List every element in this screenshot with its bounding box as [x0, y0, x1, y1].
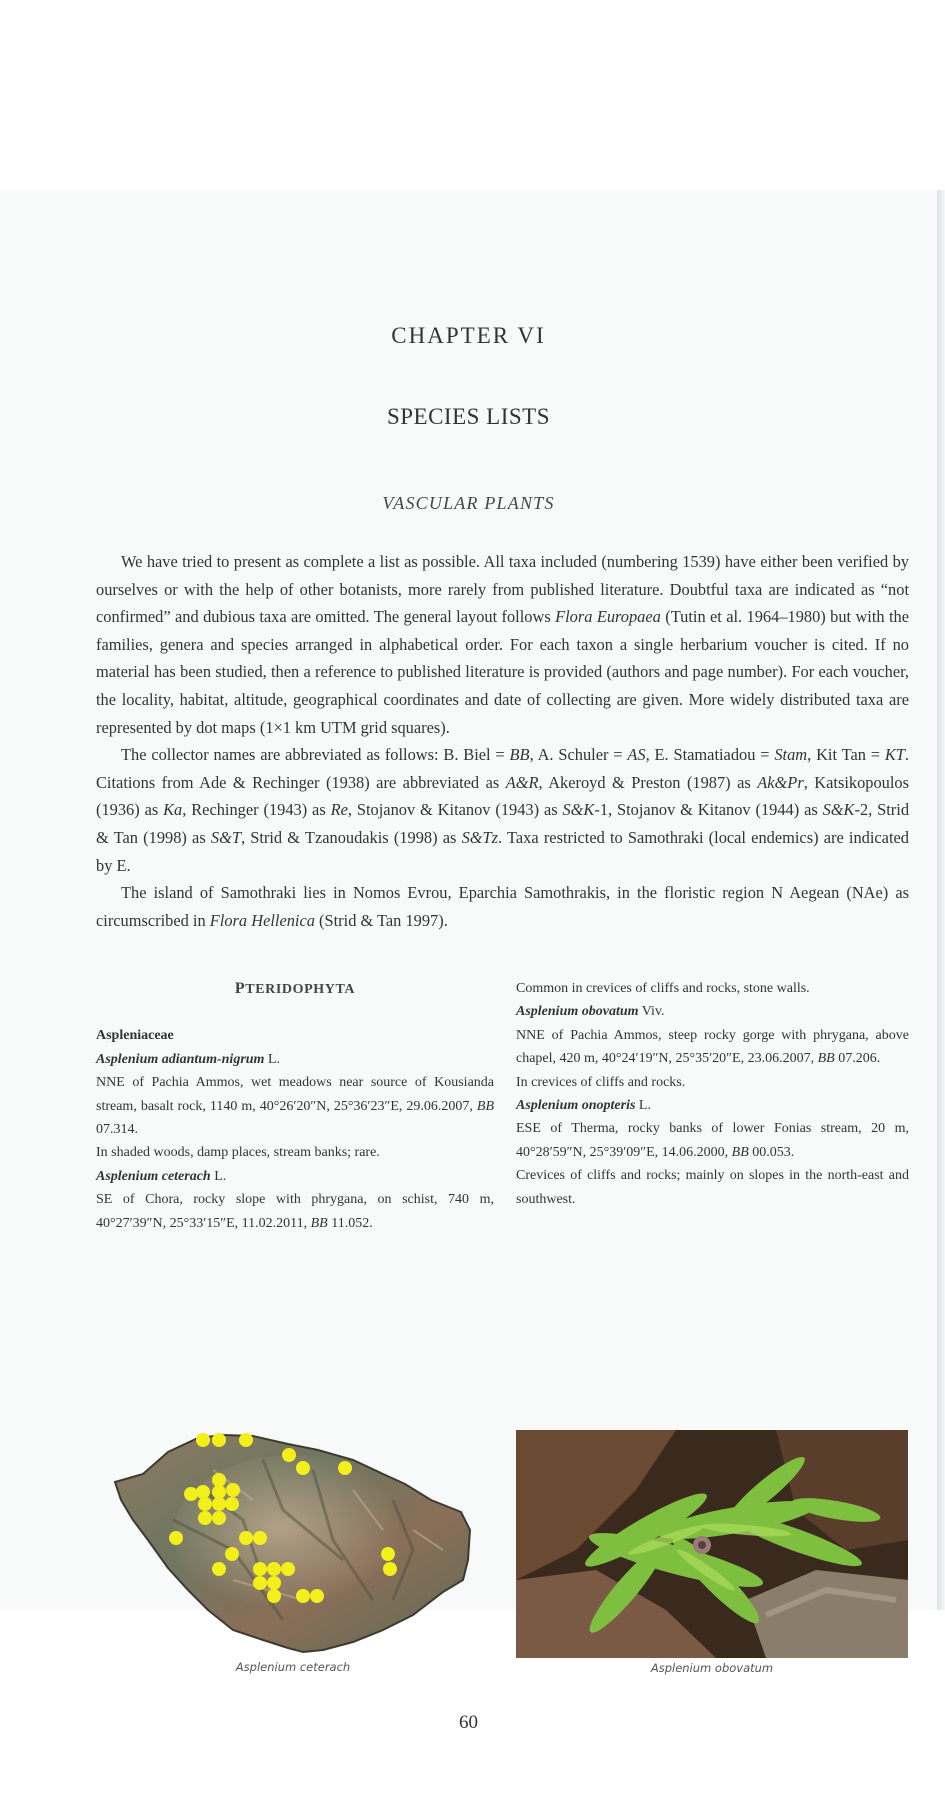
family-name: Aspleniaceae — [96, 1028, 174, 1044]
text-run: , Katsikopoulos (1936) as — [96, 772, 909, 820]
habitat-ceterach: Common in crevices of cliffs and rocks, stone walls. — [516, 981, 810, 996]
text-run: , Stojanov & Kitanov (1943) as — [347, 800, 563, 820]
text-run: , A. Schuler = — [529, 745, 628, 765]
fern-photo — [516, 1430, 908, 1658]
occurrence-dot — [212, 1511, 226, 1525]
occurrence-dot — [184, 1487, 198, 1501]
occurrence-dot — [225, 1497, 239, 1511]
text-run: AS — [627, 745, 646, 765]
occurrence-dot — [267, 1576, 281, 1590]
text-run: KT — [884, 745, 905, 765]
text-run: We have tried to present as complete a list as possible. All taxa included (numbering 1539) have either been verified by ourselves or with the help of other botanists, more rarely from published literature. Doubtful taxa are indicated as “not confirmed” and dubious taxa are omitted. The general layout follows — [96, 552, 909, 627]
occurrence-dot — [239, 1433, 253, 1447]
text-run: Ak&Pr — [757, 772, 804, 792]
habitat-adiantum-nigrum: In shaded woods, damp places, stream banks; rare. — [96, 1145, 380, 1161]
text-run: S&T — [210, 827, 241, 847]
map-caption: Asplenium ceterach — [235, 1660, 351, 1674]
occurrence-dot — [383, 1562, 397, 1576]
occurrence-dot — [267, 1562, 281, 1576]
occurrence-dot — [281, 1562, 295, 1576]
text-run: Flora Europaea — [555, 607, 661, 627]
occurrence-dot — [253, 1531, 267, 1545]
voucher-adiantum-nigrum: NNE of Pachia Ammos, wet meadows near source of Kousianda stream, basalt rock, 1140 m, 40°26′20″N, 25°36′23″E, 29.06.2007, BB 07.314. — [96, 1075, 494, 1138]
occurrence-dot — [212, 1485, 226, 1499]
occurrence-dot — [282, 1448, 296, 1462]
voucher-onopteris: ESE of Therma, rocky banks of lower Fonias stream, 20 m, 40°28′59″N, 25°39′09″E, 14.06.2000, BB 00.053. — [516, 1121, 909, 1160]
text-run: Re — [330, 800, 348, 820]
text-run: . Taxa restricted to Samothraki (local endemics) are indicated by E. — [96, 827, 909, 875]
text-run: -1, Stojanov & Kitanov (1944) as — [594, 800, 823, 820]
occurrence-dot — [212, 1473, 226, 1487]
intro-paragraph-3 — [96, 879, 909, 934]
occurrence-dot — [196, 1485, 210, 1499]
occurrence-dot — [239, 1531, 253, 1545]
text-run: , Akeroyd & Preston (1987) as — [538, 772, 758, 792]
habitat-onopteris: Crevices of cliffs and rocks; mainly on slopes in the north-east and southwest. — [516, 1168, 909, 1207]
intro-paragraph-1 — [96, 548, 909, 741]
voucher-obovatum: NNE of Pachia Ammos, steep rocky gorge with phrygana, above chapel, 420 m, 40°24′19″N, 25°35′20″E, 23.06.2007, BB 07.206. — [516, 1027, 909, 1067]
species-entry-ceterach: Asplenium ceterach L. — [96, 1168, 227, 1184]
occurrence-dot — [198, 1497, 212, 1511]
text-run: , Rechinger (1943) as — [182, 800, 331, 820]
text-run: BB — [509, 745, 530, 765]
species-entry-onopteris: Asplenium onopteris L. — [516, 1098, 651, 1114]
text-run: -2, Strid & Tan (1998) as — [96, 800, 910, 847]
text-run: Flora Hellenica — [209, 910, 315, 930]
occurrence-dot — [226, 1483, 240, 1497]
section-subtitle: VASCULAR PLANTS — [382, 493, 555, 513]
occurrence-dot — [225, 1547, 239, 1561]
habitat-obovatum: In crevices of cliffs and rocks. — [516, 1074, 686, 1090]
photo-caption: Asplenium obovatum — [650, 1661, 774, 1675]
intro-text — [96, 548, 909, 934]
occurrence-dot — [310, 1589, 324, 1603]
species-entry-obovatum: Asplenium obovatum Viv. — [516, 1004, 665, 1020]
occurrence-dot — [212, 1562, 226, 1576]
occurrence-dot — [212, 1497, 226, 1511]
occurrence-dot — [198, 1511, 212, 1525]
species-entry-adiantum-nigrum: Asplenium adiantum-nigrum L. — [96, 1051, 281, 1067]
occurrence-dot — [296, 1461, 310, 1475]
text-run: , Kit Tan = — [807, 745, 885, 765]
text-run: The collector names are abbreviated as follows: B. Biel = — [121, 745, 510, 765]
text-run: Stam — [774, 745, 808, 765]
occurrence-dot — [338, 1461, 352, 1475]
text-run: S&K — [562, 800, 595, 820]
right-column — [516, 977, 909, 1211]
voucher-ceterach: SE of Chora, rocky slope with phrygana, on schist, 740 m, 40°27′39″N, 25°33′15″E, 11.02.2011, BB 11.052. — [96, 1192, 494, 1231]
book-page — [0, 190, 937, 1733]
left-column — [96, 977, 494, 1235]
distribution-map — [113, 1430, 473, 1655]
text-run: S&Tz — [461, 827, 499, 847]
occurrence-dot — [212, 1433, 226, 1447]
occurrence-dot — [169, 1531, 183, 1545]
text-run: The island of Samothraki lies in Nomos Evrou, Eparchia Samothrakis, in the floristic region N Aegean (NAe) as circumscribed in — [96, 883, 909, 930]
text-run: (Tutin et al. 1964–1980) but with the families, genera and species arranged in alphabetical order. For each taxon a single herbarium voucher is cited. If no material has been studied, then a reference to published literature is provided (authors and page number). For each voucher, the locality, habitat, altitude, geographical coordinates and date of collecting are given. More widely distributed taxa are represented by dot maps (1×1 km UTM grid squares). — [96, 607, 910, 737]
text-run: . Citations from Ade & Rechinger (1938) are abbreviated as — [96, 745, 910, 792]
intro-paragraph-2 — [96, 741, 909, 879]
occurrence-dot — [296, 1589, 310, 1603]
text-run: A&R — [505, 772, 539, 792]
text-run: Ka — [163, 800, 183, 820]
group-heading: PTERIDOPHYTA — [234, 980, 356, 997]
chapter-heading: CHAPTER VI — [391, 323, 546, 348]
section-title: SPECIES LISTS — [386, 404, 551, 429]
page-number: 60 — [459, 1712, 478, 1733]
occurrence-dot — [267, 1589, 281, 1603]
occurrence-dot — [253, 1562, 267, 1576]
occurrence-dot — [381, 1547, 395, 1561]
text-run: (Strid & Tan 1997). — [314, 910, 448, 930]
text-run: , E. Stamatiadou = — [645, 745, 775, 765]
text-run: S&K — [822, 800, 855, 820]
occurrence-dot — [253, 1576, 267, 1590]
occurrence-dot — [196, 1433, 210, 1447]
text-run: , Strid & Tzanoudakis (1998) as — [240, 827, 462, 847]
page-edge-shadow — [937, 190, 945, 1610]
